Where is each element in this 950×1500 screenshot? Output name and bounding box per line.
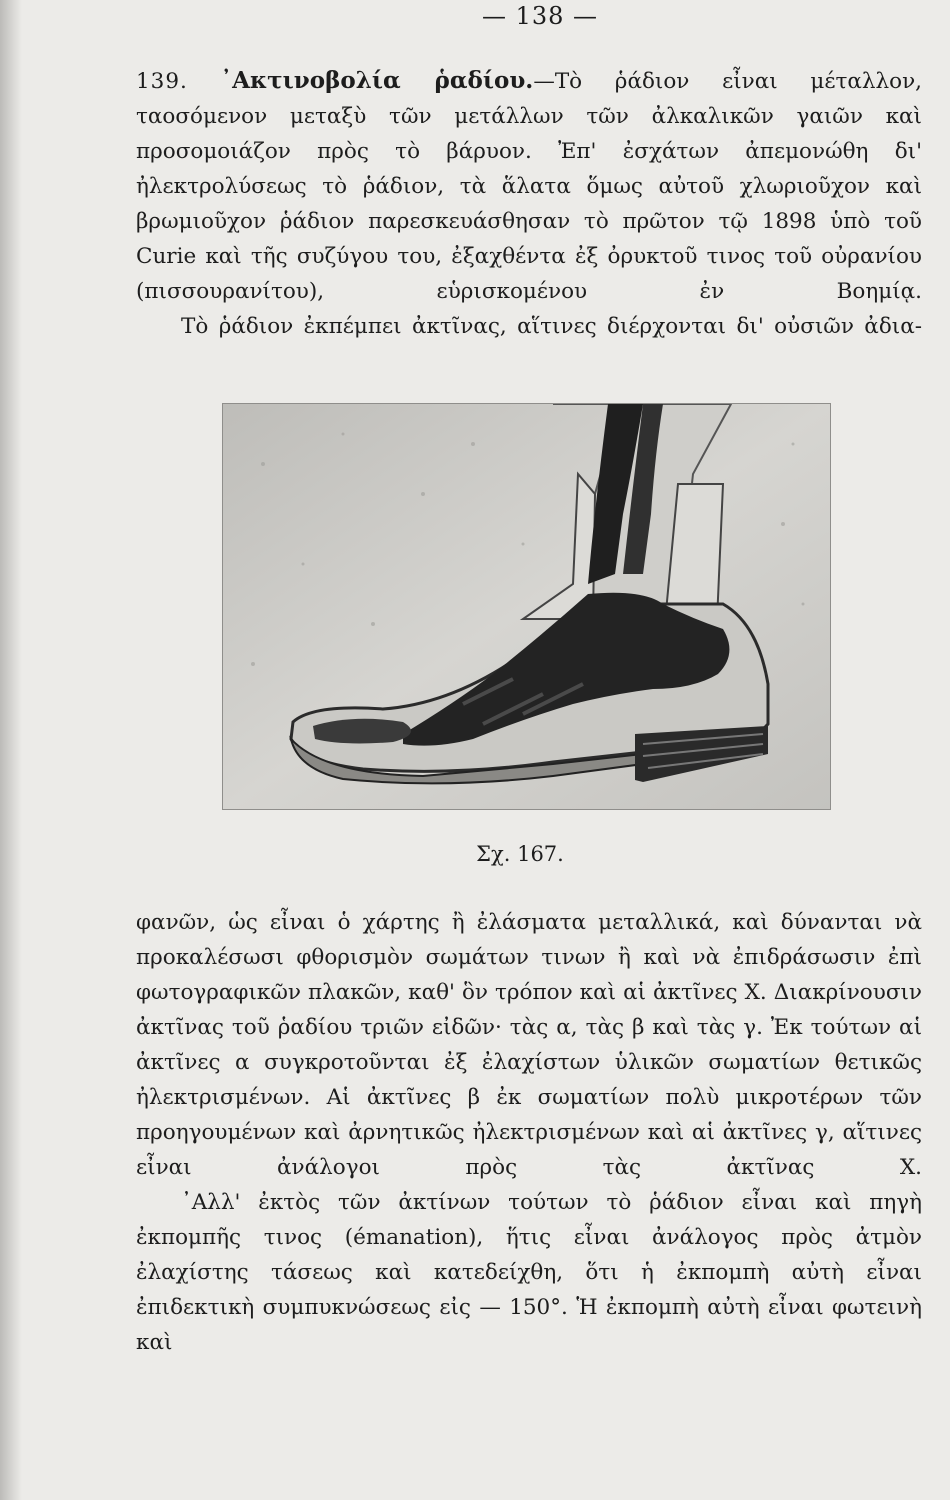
section-number: 139.	[136, 69, 188, 94]
page-edge-shadow	[0, 0, 22, 1500]
paragraph-section-139	[136, 63, 922, 309]
figure-caption: Σχ. 167.	[476, 842, 564, 866]
paragraph-rays: φανῶν, ὡς εἶναι ὁ χάρτης ἢ ἐλάσματα μεταλλικά, καὶ δύνανται νὰ προκαλέσωσι φθορισμὸν σωμάτων τινων ἢ καὶ νὰ ἐπιδράσωσιν ἐπὶ φωτογραφικῶν πλακῶν, καθ' ὃν τρόπον καὶ αἱ ἀκτῖνες X. Διακρίνουσιν ἀκτῖνας τοῦ ῥαδίου τριῶν εἰδῶν· τὰς α, τὰς β καὶ τὰς γ. Ἐκ τούτων αἱ ἀκτῖνες α συγκροτοῦνται ἐξ ἐλαχίστων ὑλικῶν σωματίων θετικῶς ἠλεκτρισμένων. Αἱ ἀκτῖνες β ἐκ σωματίων πολὺ μικροτέρων τῶν προηγουμένων καὶ ἀρνητικῶς ἠλεκτρισμένων καὶ αἱ ἀκτῖνες γ, αἵτινες εἶναι ἀνάλογοι πρὸς τὰς ἀκτῖνας X.	[136, 910, 922, 1180]
xray-foot-image	[223, 404, 830, 809]
page-number: — 138 —	[481, 2, 599, 30]
paragraph-emanation: ᾿Αλλ' ἐκτὸς τῶν ἀκτίνων τούτων τὸ ῥάδιον εἶναι καὶ πηγὴ ἐκπομπῆς τινος (émanation), ἥτις εἶναι ἀνάλογος πρὸς ἀτμὸν ἐλαχίστης τάσεως καὶ κατεδείχθη, ὅτι ἡ ἐκπομπὴ αὐτὴ εἶναι ἐπιδεκτικὴ συμπυκνώσεως εἰς — 150°. Ἡ ἐκπομπὴ αὐτὴ εἶναι φωτεινὴ καὶ	[136, 1190, 922, 1355]
section-title: ᾿Ακτινοβολία ῥαδίου.	[220, 67, 534, 94]
paragraph-text: —Τὸ ῥάδιον εἶναι μέταλλον, ταοσόμενον μεταξὺ τῶν μετάλλων τῶν ἀλκαλικῶν γαιῶν καὶ προσομοιάζον πρὸς τὸ βάρυον. Ἐπ' ἐσχάτων ἀπεμονώθη δι' ἠλεκτρολύσεως τὸ ῥάδιον, τὰ ἅλατα ὅμως αὐτοῦ χλωριοῦχον καὶ βρωμιοῦχον ῥάδιον παρεσκευάσθησαν τὸ πρῶτον τῷ 1898 ὑπὸ τοῦ Curie καὶ τῆς συζύγου του, ἐξαχθέντα ἐξ ὀρυκτοῦ τινος τοῦ οὐρανίου (πισσουρανίτου), εὑρισκομένου ἐν Βοημίᾳ.	[136, 69, 922, 304]
text-block-bottom	[136, 905, 922, 1360]
paragraph-continued: Τὸ ῥάδιον ἐκπέμπει ἀκτῖνας, αἵτινες διέρχονται δι' οὐσιῶν ἀδια-	[181, 314, 922, 339]
xray-foot-figure	[222, 403, 831, 810]
text-block-top	[136, 63, 922, 344]
